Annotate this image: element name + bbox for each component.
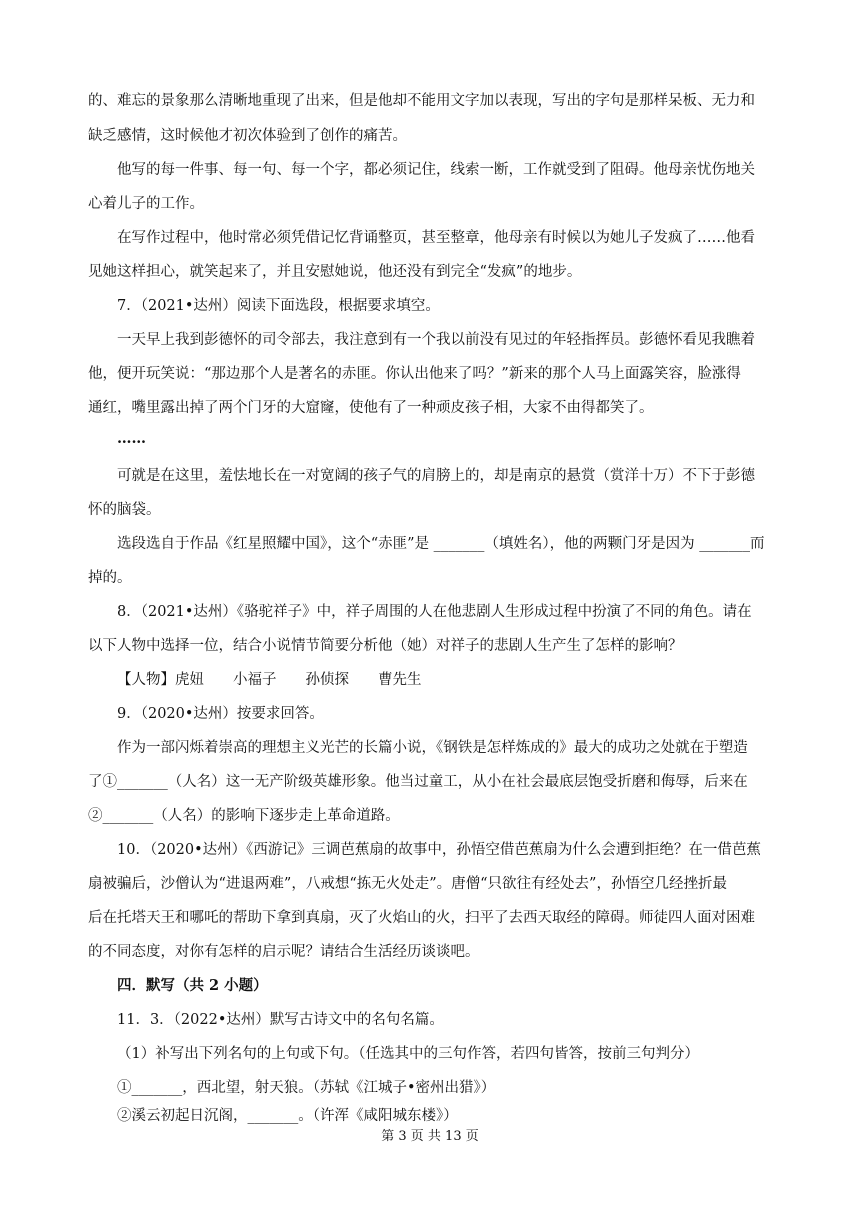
paragraph-line: 缺乏感情，这时候他才初次体验到了创作的痛苦。 — [88, 128, 407, 144]
paragraph-line: 掉的。 — [88, 570, 132, 586]
page-number-footer: 第 3 页 共 13 页 — [381, 1129, 479, 1144]
question-7-heading: 7．（2021•达州）阅读下面选段，根据要求填空。 — [117, 298, 440, 314]
fill-blank-line: ②_______（人名）的影响下逐步走上革命道路。 — [88, 808, 400, 824]
paragraph-line: 在写作过程中，他时常必须凭借记忆背诵整页，甚至整章，他母亲有时候以为她儿子发疯了……他看 — [117, 230, 755, 246]
paragraph-line: 见她这样担心，就笑起来了，并且安慰她说，他还没有到完全“发疯”的地步。 — [88, 264, 582, 280]
question-8-heading: 8．（2021•达州）《骆驼祥子》中，祥子周围的人在他悲剧人生形成过程中扮演了不同的角色。请在 — [117, 604, 752, 620]
paragraph-line: 心着儿子的工作。 — [88, 196, 204, 212]
paragraph-line: 后在托塔天王和哪吒的帮助下拿到真扇，灭了火焰山的火，扫平了去西天取经的障碍。师徒四人面对困难 — [88, 910, 755, 926]
question-10-heading: 10．（2020•达州）《西游记》三调芭蕉扇的故事中，孙悟空借芭蕉扇为什么会遭到拒绝？在一借芭蕉 — [117, 842, 761, 858]
paragraph-line: 的不同态度，对你有怎样的启示呢？请结合生活经历谈谈吧。 — [88, 944, 480, 960]
paragraph-line: 作为一部闪烁着崇高的理想主义光芒的长篇小说，《钢铁是怎样炼成的》最大的成功之处就在于塑造 — [117, 740, 748, 756]
section-heading: 四．默写（共 2 小题） — [117, 977, 268, 994]
paragraph-line: 他，便开玩笑说：“那边那个人是著名的赤匪。你认出他来了吗？”新来的那个人马上面露笑容，脸涨得 — [88, 366, 741, 382]
fill-blank-line: ①_______，西北望，射天狼。（苏轼《江城子•密州出猎》） — [117, 1080, 496, 1096]
paragraph-line: 以下人物中选择一位，结合小说情节简要分析他（她）对祥子的悲剧人生产生了怎样的影响？ — [88, 638, 683, 654]
sub-question-instruction: （1）补写出下列名句的上句或下句。（任选其中的三句作答，若四句皆答，按前三句判分） — [117, 1046, 699, 1062]
paragraph-line: 一天早上我到彭德怀的司令部去，我注意到有一个我以前没有见过的年轻指挥员。彭德怀看见我瞧着 — [117, 332, 755, 348]
character-options: 【人物】虎妞 小福子 孙侦探 曹先生 — [117, 672, 422, 688]
paragraph-line: 可就是在这里，羞怯地长在一对宽阔的孩子气的肩膀上的，却是南京的悬赏（赏洋十万）不下于彭德 — [117, 468, 755, 484]
fill-blank-line: 选段选自于作品《红星照耀中国》，这个“赤匪”是 _______（填姓名），他的两颗门牙是因为 _______而 — [117, 536, 765, 552]
paragraph-line: 的、难忘的景象那么清晰地重现了出来，但是他却不能用文字加以表现，写出的字句是那样呆板、无力和 — [88, 93, 755, 109]
paragraph-line: 怀的脑袋。 — [88, 502, 161, 518]
ellipsis-line: …… — [117, 430, 146, 447]
paragraph-line: 他写的每一件事、每一句、每一个字，都必须记住，线索一断，工作就受到了阻碍。他母亲忧伤地关 — [117, 162, 755, 178]
paragraph-line: 通红，嘴里露出掉了两个门牙的大窟窿，使他有了一种顽皮孩子相，大家不由得都笑了。 — [88, 400, 654, 416]
question-9-heading: 9．（2020•达州）按要求回答。 — [117, 706, 324, 722]
paragraph-line: 扇被骗后，沙僧认为“进退两难”，八戒想“拣无火处走”。唐僧“只欲往有经处去”，孙悟空几经挫折最 — [88, 876, 727, 892]
question-11-heading: 11．3．（2022•达州）默写古诗文中的名句名篇。 — [117, 1012, 444, 1028]
fill-blank-line: ②溪云初起日沉阁，_______。（许浑《咸阳城东楼》） — [117, 1108, 458, 1124]
fill-blank-line: 了①_______（人名）这一无产阶级英雄形象。他当过童工，从小在社会最底层饱受折磨和侮辱，后来在 — [88, 774, 748, 790]
